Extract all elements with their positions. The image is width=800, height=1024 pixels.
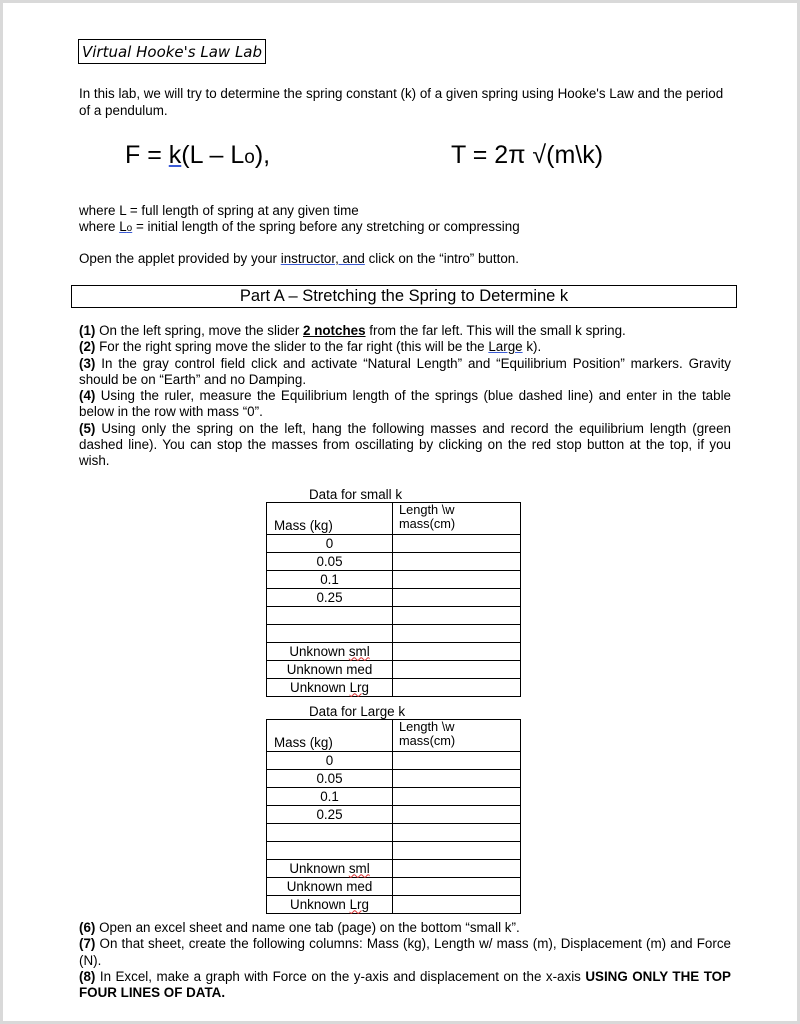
table-small-k xyxy=(266,502,521,697)
table-row: 0.1 xyxy=(267,571,521,589)
table-row xyxy=(267,824,521,842)
table-row: 0 xyxy=(267,535,521,553)
page-title: Virtual Hooke's Law Lab xyxy=(78,39,266,64)
step-8: (8) In Excel, make a graph with Force on the y-axis and displacement on the x-axis USING ONLY THE TOP FOUR LINES OF DATA. xyxy=(79,968,731,1001)
step-5: (5) Using only the spring on the left, hang the following masses and record the equilibrium length (green dashed line). You can stop the masses from oscillating by clicking on the red stop button at the top, if you wish. xyxy=(79,420,731,469)
table-row: 0.05 xyxy=(267,553,521,571)
table-header-row xyxy=(267,503,521,535)
table-large-caption: Data for Large k xyxy=(309,704,406,719)
length-cell[interactable] xyxy=(393,679,521,697)
length-cell[interactable] xyxy=(393,878,521,896)
table-row: 0.1 xyxy=(267,788,521,806)
table-row: 0 xyxy=(267,752,521,770)
hooke-equation: F = k(L – Lo), xyxy=(125,141,271,169)
table-header-row xyxy=(267,720,521,752)
table-row: 0.25 xyxy=(267,589,521,607)
table-row-unknown-lrg: Unknown Lrg xyxy=(267,896,521,914)
header-length: Length \w mass(cm) xyxy=(393,503,521,535)
table-row-unknown-med: Unknown med xyxy=(267,661,521,679)
table-large-k xyxy=(266,719,521,914)
length-cell[interactable] xyxy=(393,788,521,806)
excel-steps xyxy=(79,920,731,1001)
length-cell[interactable] xyxy=(393,589,521,607)
step-4: (4) Using the ruler, measure the Equilibrium length of the springs (blue dashed line) and enter in the table below in the row with mass “0”. xyxy=(79,388,731,420)
table-row xyxy=(267,625,521,643)
length-cell[interactable] xyxy=(393,752,521,770)
document-page xyxy=(3,3,797,1021)
length-cell[interactable] xyxy=(393,842,521,860)
header-length: Length \w mass(cm) xyxy=(393,720,521,752)
period-equation: T = 2π √(m\k) xyxy=(451,141,604,169)
length-cell[interactable] xyxy=(393,824,521,842)
header-mass: Mass (kg) xyxy=(267,503,393,535)
length-cell[interactable] xyxy=(393,625,521,643)
table-small-caption: Data for small k xyxy=(309,487,403,502)
table-row xyxy=(267,607,521,625)
intro-paragraph: In this lab, we will try to determine the spring constant (k) of a given spring using Hooke's Law and the period of a pendulum. xyxy=(79,86,724,118)
length-cell[interactable] xyxy=(393,607,521,625)
step-1: (1) On the left spring, move the slider 2 notches from the far left. This will the small k spring. xyxy=(79,323,626,338)
table-row-unknown-sml: Unknown sml xyxy=(267,860,521,878)
table-row-unknown-sml: Unknown sml xyxy=(267,643,521,661)
length-cell[interactable] xyxy=(393,661,521,679)
lo-variable: Lo xyxy=(119,219,133,234)
table-row xyxy=(267,842,521,860)
step-3: (3) In the gray control field click and activate “Natural Length” and “Equilibrium Position” markers. Gravity should be on “Earth” and no Damping. xyxy=(79,355,731,387)
table-row: 0.25 xyxy=(267,806,521,824)
table-row: 0.05 xyxy=(267,770,521,788)
header-mass: Mass (kg) xyxy=(267,720,393,752)
length-cell[interactable] xyxy=(393,860,521,878)
part-a-heading: Part A – Stretching the Spring to Determine k xyxy=(71,285,737,308)
open-applet-instruction: Open the applet provided by your instructor, and click on the “intro” button. xyxy=(79,251,519,266)
table-row-unknown-med: Unknown med xyxy=(267,878,521,896)
steps-list xyxy=(79,323,731,470)
length-cell[interactable] xyxy=(393,553,521,571)
length-cell[interactable] xyxy=(393,896,521,914)
length-cell[interactable] xyxy=(393,643,521,661)
step-2: (2) For the right spring move the slider to the far right (this will be the Large k). xyxy=(79,339,542,355)
table-row-unknown-lrg: Unknown Lrg xyxy=(267,679,521,697)
step-6: (6) Open an excel sheet and name one tab (page) on the bottom “small k”. xyxy=(79,920,520,935)
length-cell[interactable] xyxy=(393,770,521,788)
length-cell[interactable] xyxy=(393,535,521,553)
definition-l: where L = full length of spring at any given time xyxy=(79,203,359,218)
length-cell[interactable] xyxy=(393,571,521,589)
length-cell[interactable] xyxy=(393,806,521,824)
step-7: (7) On that sheet, create the following columns: Mass (kg), Length w/ mass (m), Displacement (m) and Force (N). xyxy=(79,936,731,968)
definition-lo: where Lo = initial length of the spring before any stretching or compressing xyxy=(79,219,520,234)
